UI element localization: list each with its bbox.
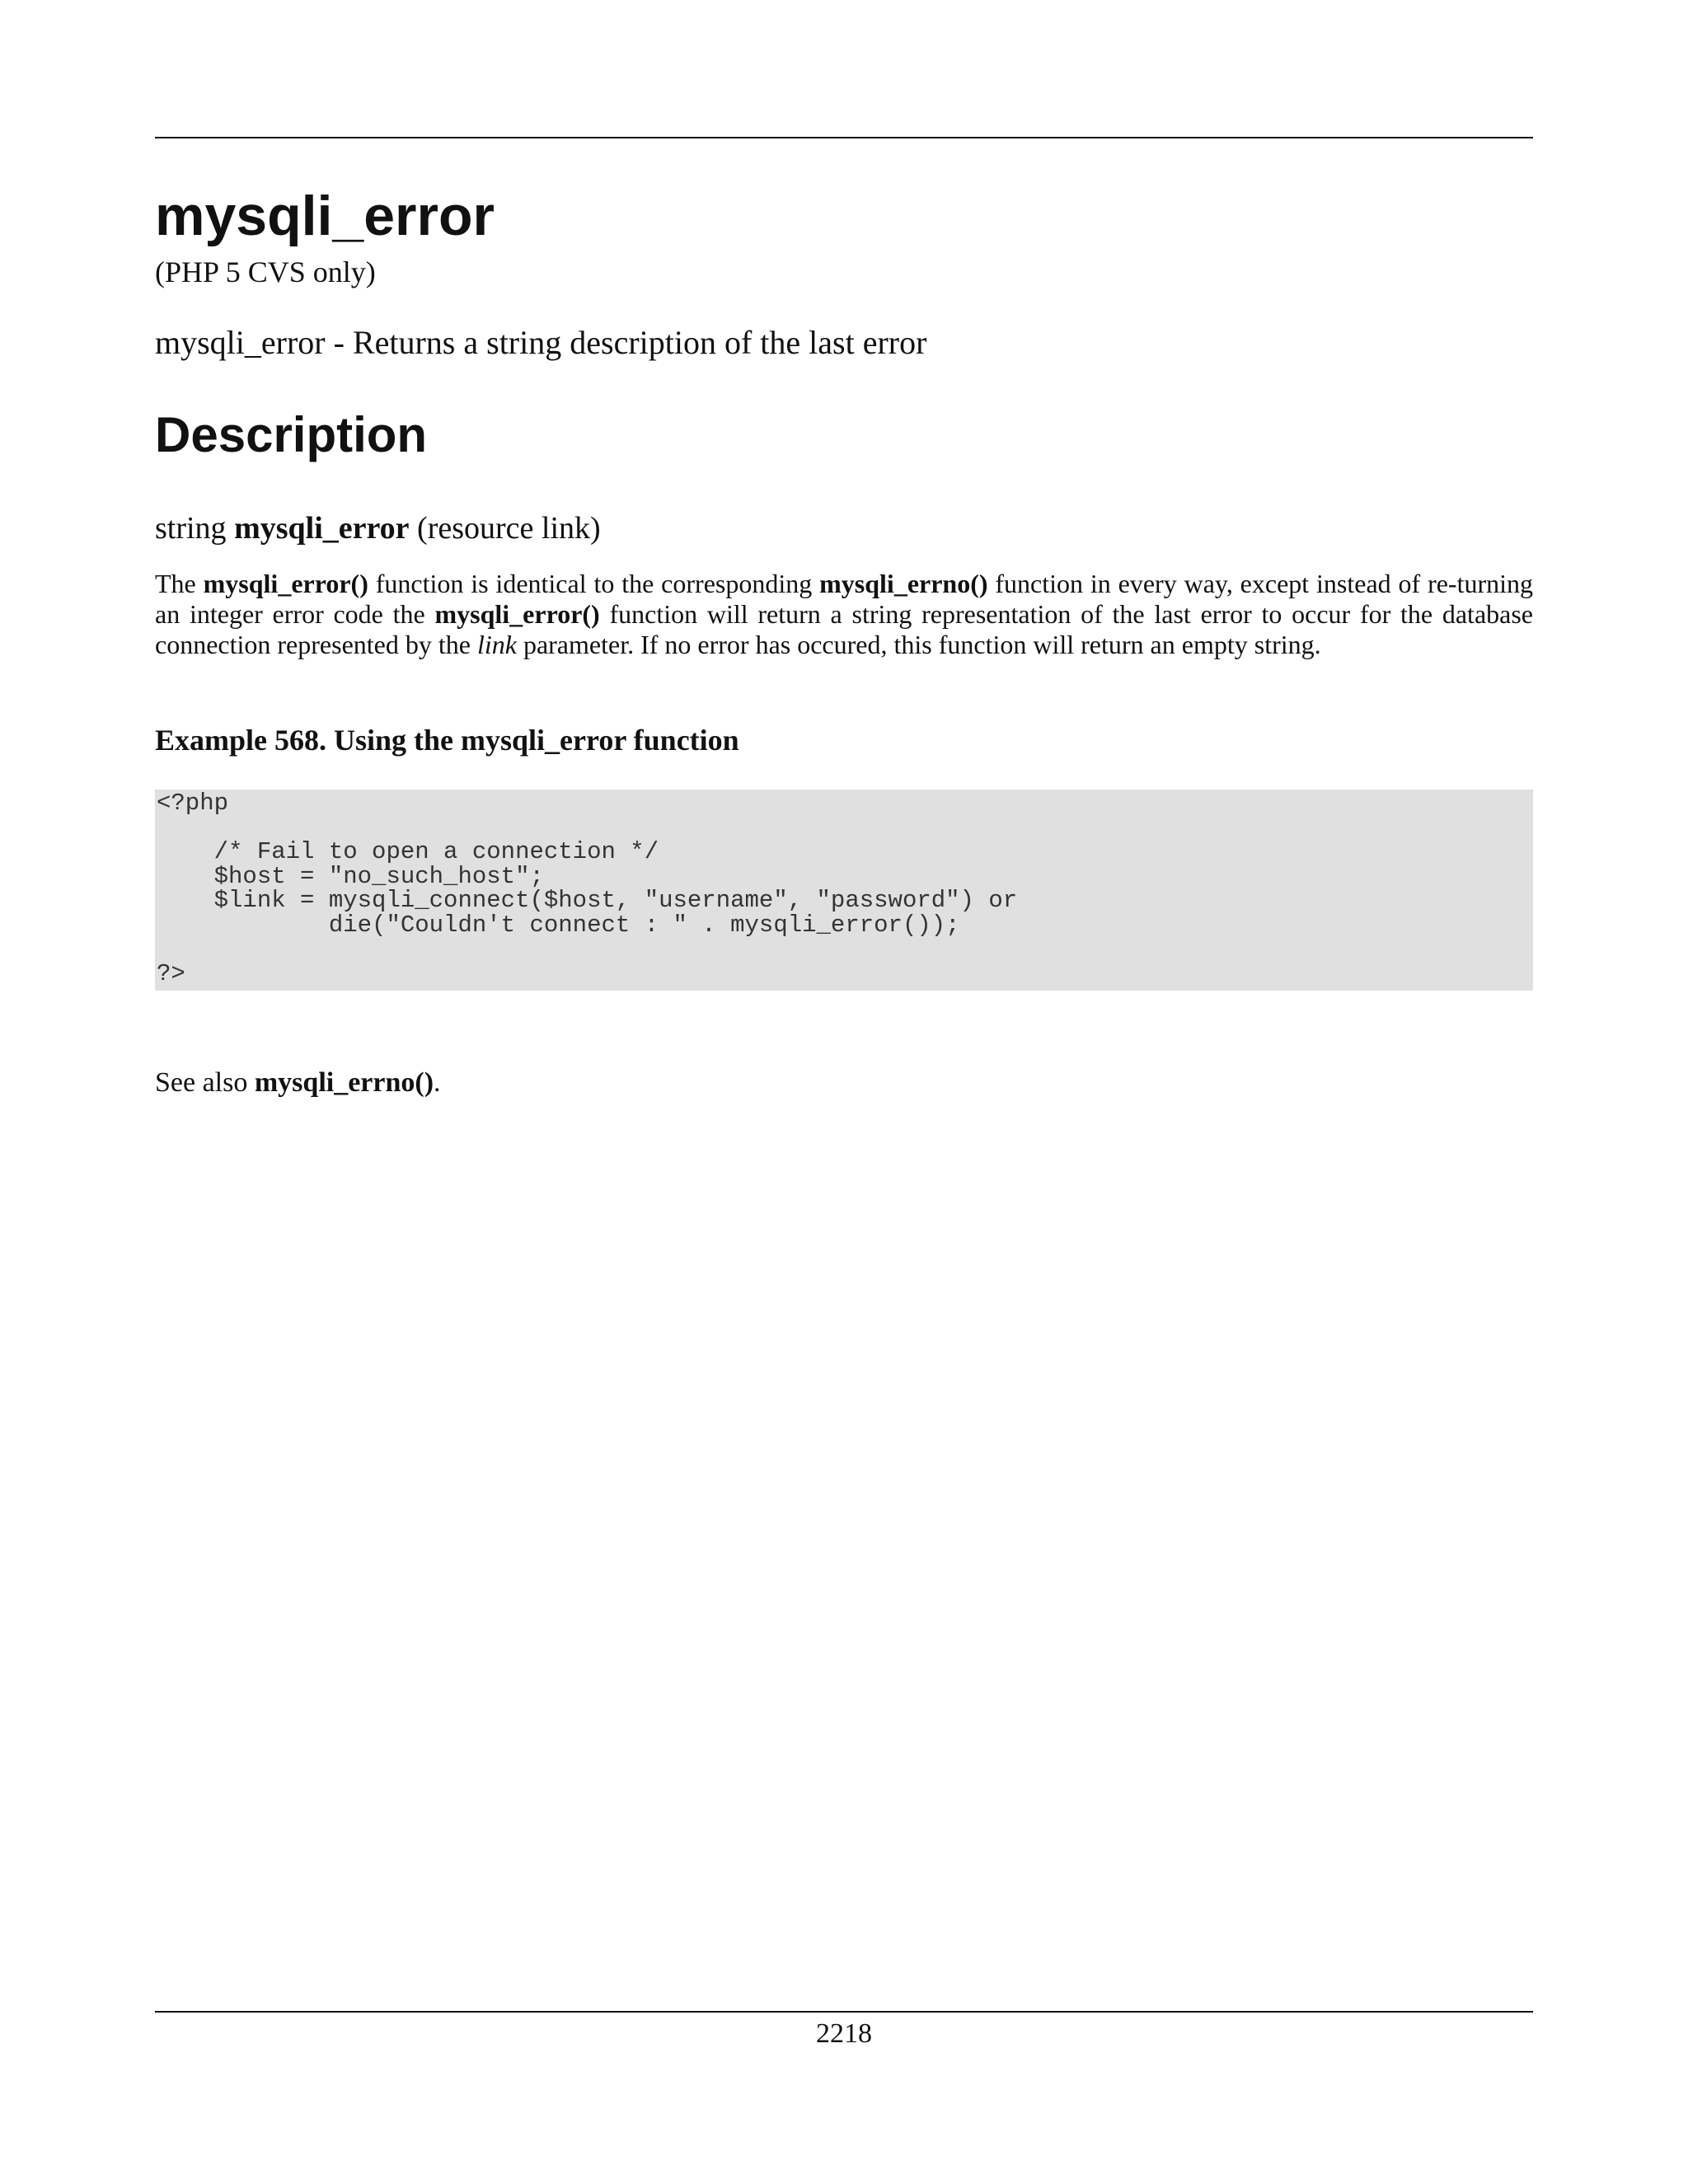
see-also-suffix: .: [434, 1067, 441, 1098]
description-paragraph: [155, 569, 1533, 660]
see-also-prefix: See also: [155, 1067, 255, 1098]
para-text-2: function is identical to the corresponding: [368, 569, 820, 598]
page-number: 2218: [816, 2018, 872, 2049]
see-also-link[interactable]: mysqli_errno(): [254, 1067, 434, 1098]
function-title: mysqli_error: [155, 185, 495, 247]
synopsis-params: (resource link): [417, 511, 601, 546]
function-synopsis: [155, 510, 601, 548]
function-purpose: mysqli_error - Returns a string description of the last error: [155, 324, 927, 361]
code-listing: <?php /* Fail to open a connection */ $host = "no_such_host"; $link = mysqli_connect($host, "username", "password") or die("Couldn't connect : " . mysqli_error()); ?>: [157, 790, 1018, 987]
para-text-5: parameter. If no error has occured, this function will return an empty string.: [516, 630, 1321, 659]
para-text-3: function in every way, except instead of re-turning an integer error code the: [155, 569, 1534, 629]
description-heading: Description: [155, 407, 428, 462]
para-text-4: function will return a string representation of the last error to occur for the database connection represented by the: [155, 599, 1533, 659]
version-info: (PHP 5 CVS only): [155, 255, 376, 288]
synopsis-return-type: string: [155, 511, 227, 546]
function-ref-mysqli-error: mysqli_error(): [203, 569, 368, 598]
header-rule: [155, 137, 1533, 138]
see-also: [155, 1066, 441, 1100]
param-link: link: [476, 630, 517, 659]
function-ref-mysqli-error-2: mysqli_error(): [434, 599, 600, 629]
footer-rule: [155, 2011, 1533, 2013]
para-text-1: The: [155, 569, 204, 598]
code-block: [155, 790, 1533, 991]
function-ref-mysqli-errno: mysqli_errno(): [819, 569, 988, 598]
synopsis-function-name: mysqli_error: [234, 511, 410, 546]
example-title: Example 568. Using the mysqli_error function: [155, 724, 739, 757]
